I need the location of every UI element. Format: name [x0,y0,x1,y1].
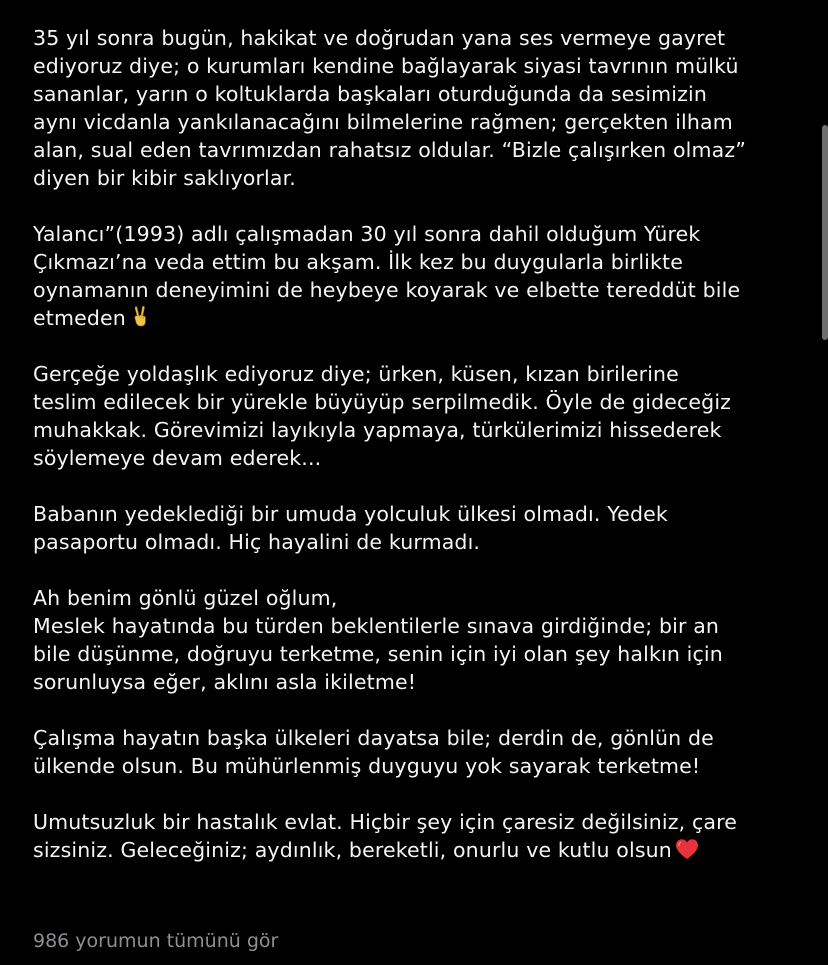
caption-paragraph: 35 yıl sonra bugün, hakikat ve doğrudan yana ses vermeye gayret ediyoruz diye; o kurumları kendine bağlayarak siyasi tavrının mülkü sananlar, yarın o koltuklarda başkaları oturduğunda da sesimizin aynı vicdanla yankılanacağını bilmelerine rağmen; gerçekten ilham alan, sual eden tavrımızdan rahatsız oldular. “Bizle çalışırken olmaz” diyen bir kibir saklıyorlar. [33,26,746,190]
scrollbar[interactable] [822,125,828,340]
post-caption [33,24,803,892]
caption-paragraph: Çalışma hayatın başka ülkeleri dayatsa bile; derdin de, gönlün de ülkende olsun. Bu mühürlenmiş duyguyu yok sayarak terketme! [33,726,714,778]
caption-paragraph: Ah benim gönlü güzel oğlum, [33,586,338,610]
caption-paragraph: Gerçeğe yoldaşlık ediyoruz diye; ürken, küsen, kızan birilerine teslim edilecek bir yürekle büyüyüp serpilmedik. Öyle de gideceğiz muhakkak. Görevimizi layıkıyla yapmaya, türkülerimizi hissederek söylemeye devam ederek... [33,362,732,470]
red-heart-icon [674,837,700,861]
caption-paragraph: Meslek hayatında bu türden beklentilerle sınava girdiğinde; bir an bile düşünme, doğruyu terketme, senin için iyi olan şey halkın için sorunluysa eğer, aklını asla ikiletme! [33,614,723,694]
view-all-comments-link[interactable]: 986 yorumun tümünü gör [33,930,279,952]
caption-paragraph [33,808,803,864]
caption-paragraph-text: Umutsuzluk bir hastalık evlat. Hiçbir şey için çaresiz değilsiniz, çare sizsiniz. Geleceğiniz; aydınlık, bereketli, onurlu ve kutlu olsun [33,810,738,862]
caption-paragraph: Babanın yedeklediği bir umuda yolculuk ülkesi olmadı. Yedek pasaportu olmadı. Hiç hayalini de kurmadı. [33,502,668,554]
victory-hand-icon [128,304,152,328]
caption-paragraph [33,220,803,332]
caption-paragraph-text: Yalancı”(1993) adlı çalışmadan 30 yıl sonra dahil olduğum Yürek Çıkmazı’na veda ettim bu akşam. İlk kez bu duygularla birlikte oynamanın deneyimini de heybeye koyarak ve elbette tereddüt bile etmeden [33,222,741,330]
